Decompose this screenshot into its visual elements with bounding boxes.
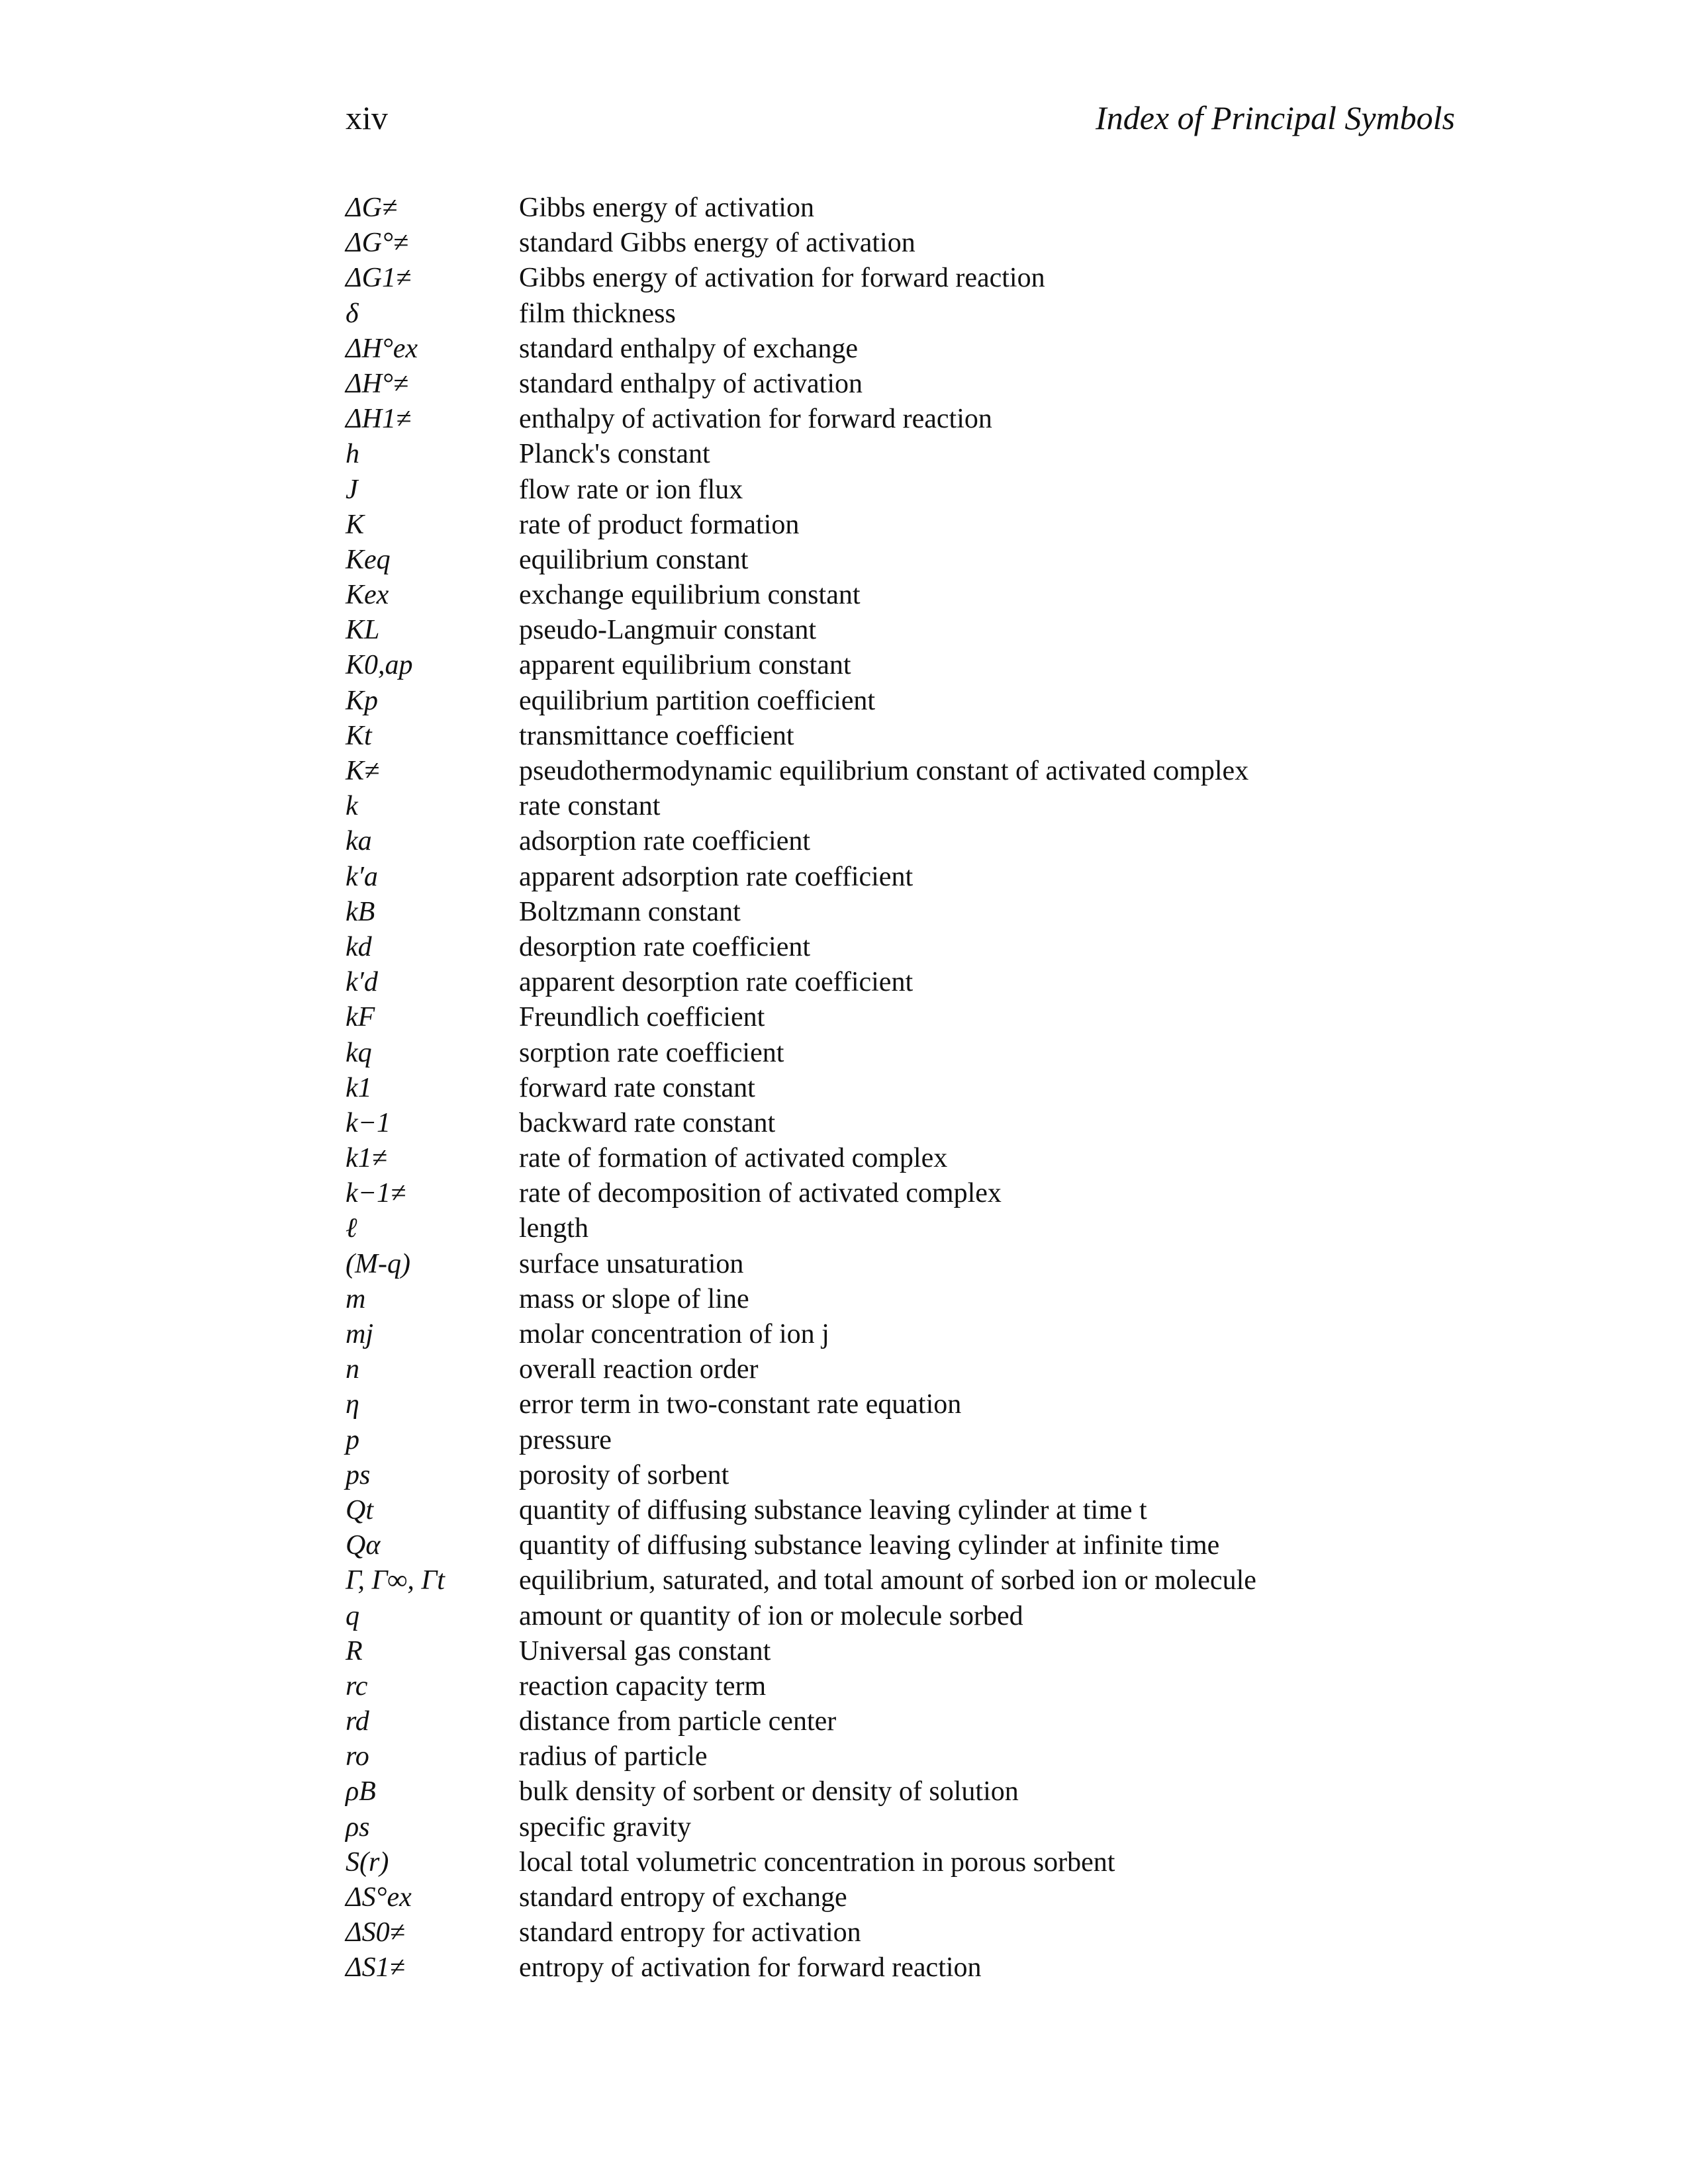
symbol-row xyxy=(346,437,1471,472)
symbol-description: pseudothermodynamic equilibrium constant of activated complex xyxy=(519,756,1249,786)
symbol-description: Freundlich coefficient xyxy=(519,1002,765,1033)
symbol-description: quantity of diffusing substance leaving cylinder at infinite time xyxy=(519,1530,1220,1561)
symbol-row xyxy=(346,1563,1471,1598)
symbol: R xyxy=(346,1635,363,1666)
symbol: KL xyxy=(346,615,380,646)
symbol-description: radius of particle xyxy=(519,1741,708,1772)
symbol: J xyxy=(346,474,358,505)
symbol: K≠ xyxy=(346,756,380,786)
symbol: kd xyxy=(346,931,372,962)
symbol-description: flow rate or ion flux xyxy=(519,474,743,505)
symbol-row xyxy=(346,1211,1471,1246)
symbol-row xyxy=(346,930,1471,965)
symbol-row xyxy=(346,332,1471,367)
symbol: ps xyxy=(346,1459,371,1490)
symbol-description: standard entropy of exchange xyxy=(519,1882,847,1913)
symbol-description: entropy of activation for forward reaction xyxy=(519,1952,982,1983)
symbol: S(r) xyxy=(346,1846,389,1878)
symbol-row xyxy=(346,1704,1471,1739)
symbol-row xyxy=(346,1880,1471,1915)
symbol-description: distance from particle center xyxy=(519,1706,837,1737)
symbol: ΔS1≠ xyxy=(346,1952,405,1983)
symbol-row xyxy=(346,754,1471,789)
symbol-list xyxy=(346,191,1471,1986)
symbol-description: enthalpy of activation for forward reaction xyxy=(519,404,992,435)
symbol-description: equilibrium partition coefficient xyxy=(519,685,876,716)
symbol-row xyxy=(346,296,1471,332)
symbol-row xyxy=(346,508,1471,543)
symbol: rd xyxy=(346,1706,369,1737)
symbol: q xyxy=(346,1600,359,1631)
symbol: Kt xyxy=(346,720,372,751)
symbol-description: bulk density of sorbent or density of solution xyxy=(519,1776,1019,1807)
symbol-description: local total volumetric concentration in porous sorbent xyxy=(519,1846,1115,1878)
symbol-row xyxy=(346,1176,1471,1211)
symbol-description: molar concentration of ion j xyxy=(519,1319,829,1349)
symbol-row xyxy=(346,1352,1471,1387)
symbol: (M-q) xyxy=(346,1248,410,1279)
symbol-description: specific gravity xyxy=(519,1811,692,1843)
symbol: kF xyxy=(346,1002,375,1033)
symbol: K0,ap xyxy=(346,650,413,681)
symbol-row xyxy=(346,1599,1471,1634)
symbol-description: equilibrium, saturated, and total amount of sorbed ion or molecule xyxy=(519,1565,1256,1596)
symbol-description: apparent equilibrium constant xyxy=(519,650,851,681)
symbol: kq xyxy=(346,1037,372,1068)
symbol-row xyxy=(346,191,1471,226)
symbol-row xyxy=(346,1282,1471,1317)
symbol-description: standard entropy for activation xyxy=(519,1917,861,1948)
symbol-description: apparent adsorption rate coefficient xyxy=(519,861,914,892)
symbol-row xyxy=(346,965,1471,1000)
symbol-row xyxy=(346,1106,1471,1141)
symbol-row xyxy=(346,1845,1471,1880)
symbol-description: rate constant xyxy=(519,791,661,822)
symbol: k′a xyxy=(346,861,378,892)
symbol: ΔG≠ xyxy=(346,193,398,223)
symbol-row xyxy=(346,473,1471,508)
symbol-row xyxy=(346,1669,1471,1704)
symbol: h xyxy=(346,439,359,470)
symbol-description: Universal gas constant xyxy=(519,1635,771,1666)
symbol-description: overall reaction order xyxy=(519,1354,759,1385)
symbol-description: transmittance coefficient xyxy=(519,720,794,751)
symbol: ΔG°≠ xyxy=(346,228,408,259)
symbol: k xyxy=(346,791,358,822)
page-number: xiv xyxy=(346,99,388,136)
symbol: ρB xyxy=(346,1776,376,1807)
symbol: ΔH°ex xyxy=(346,333,418,364)
symbol: δ xyxy=(346,298,359,329)
symbol-description: sorption rate coefficient xyxy=(519,1037,784,1068)
symbol-row xyxy=(346,1950,1471,1985)
symbol-row xyxy=(346,1036,1471,1071)
symbol: k−1≠ xyxy=(346,1178,406,1209)
symbol-row xyxy=(346,1423,1471,1458)
symbol: Kp xyxy=(346,685,379,716)
symbol-description: reaction capacity term xyxy=(519,1670,767,1702)
symbol: ΔS°ex xyxy=(346,1882,412,1913)
symbol-row xyxy=(346,1141,1471,1176)
symbol-description: pressure xyxy=(519,1424,612,1455)
symbol-row xyxy=(346,1739,1471,1774)
symbol: k1≠ xyxy=(346,1143,387,1174)
symbol-row xyxy=(346,226,1471,261)
symbol-description: length xyxy=(519,1213,588,1244)
symbol-description: exchange equilibrium constant xyxy=(519,580,861,611)
symbol: K xyxy=(346,509,365,540)
symbol: k′d xyxy=(346,967,378,998)
running-title: Index of Principal Symbols xyxy=(1096,99,1455,136)
symbol-description: quantity of diffusing substance leaving cylinder at time t xyxy=(519,1494,1147,1525)
symbol-row xyxy=(346,1810,1471,1845)
symbol-description: Planck's constant xyxy=(519,439,710,470)
symbol: k1 xyxy=(346,1072,372,1103)
symbol-description: film thickness xyxy=(519,298,676,329)
symbol-row xyxy=(346,1387,1471,1422)
symbol: ka xyxy=(346,826,372,857)
symbol-row xyxy=(346,1528,1471,1563)
symbol: Qt xyxy=(346,1494,373,1525)
symbol-row xyxy=(346,543,1471,578)
symbol-row xyxy=(346,1000,1471,1035)
symbol-description: Gibbs energy of activation xyxy=(519,193,814,223)
symbol: mj xyxy=(346,1319,373,1349)
symbol-row xyxy=(346,367,1471,402)
symbol-row xyxy=(346,1493,1471,1528)
symbol-description: pseudo-Langmuir constant xyxy=(519,615,817,646)
symbol-row xyxy=(346,1317,1471,1352)
symbol-description: standard Gibbs energy of activation xyxy=(519,228,915,259)
symbol: ρs xyxy=(346,1811,370,1843)
symbol: ΔG1≠ xyxy=(346,263,412,294)
symbol-description: porosity of sorbent xyxy=(519,1459,729,1490)
symbol-row xyxy=(346,789,1471,824)
symbol: Keq xyxy=(346,544,391,575)
symbol-row xyxy=(346,261,1471,296)
symbol: ro xyxy=(346,1741,369,1772)
symbol-description: Boltzmann constant xyxy=(519,896,741,927)
symbol-description: error term in two-constant rate equation xyxy=(519,1389,962,1420)
symbol-description: rate of product formation xyxy=(519,509,800,540)
symbol: ℓ xyxy=(346,1213,357,1244)
symbol: m xyxy=(346,1283,366,1314)
symbol-row xyxy=(346,895,1471,930)
symbol: Kex xyxy=(346,580,389,611)
symbol-row xyxy=(346,1247,1471,1282)
symbol-description: adsorption rate coefficient xyxy=(519,826,811,857)
symbol-row xyxy=(346,1634,1471,1669)
symbol-description: standard enthalpy of activation xyxy=(519,368,863,399)
symbol: ΔS0≠ xyxy=(346,1917,405,1948)
symbol: Qα xyxy=(346,1530,381,1561)
symbol-row xyxy=(346,684,1471,719)
symbol-row xyxy=(346,1458,1471,1493)
symbol-row xyxy=(346,719,1471,754)
symbol-description: backward rate constant xyxy=(519,1107,776,1138)
symbol: ΔH°≠ xyxy=(346,368,408,399)
symbol-description: rate of decomposition of activated complex xyxy=(519,1178,1002,1209)
symbol: Γ, Γ∞, Γt xyxy=(346,1565,445,1596)
symbol: p xyxy=(346,1424,359,1455)
symbol-description: mass or slope of line xyxy=(519,1283,749,1314)
symbol-description: rate of formation of activated complex xyxy=(519,1143,948,1174)
symbol-row xyxy=(346,1774,1471,1809)
symbol-description: amount or quantity of ion or molecule sorbed xyxy=(519,1600,1023,1631)
symbol: kB xyxy=(346,896,375,927)
symbol-description: standard enthalpy of exchange xyxy=(519,333,858,364)
symbol: η xyxy=(346,1389,359,1420)
symbol-description: desorption rate coefficient xyxy=(519,931,811,962)
symbol: ΔH1≠ xyxy=(346,404,412,435)
symbol-row xyxy=(346,578,1471,613)
symbol-description: surface unsaturation xyxy=(519,1248,744,1279)
symbol: n xyxy=(346,1354,359,1385)
symbol-row xyxy=(346,824,1471,859)
symbol: rc xyxy=(346,1670,368,1702)
symbol: k−1 xyxy=(346,1107,391,1138)
symbol-row xyxy=(346,860,1471,895)
symbol-description: Gibbs energy of activation for forward reaction xyxy=(519,263,1045,294)
symbol-row xyxy=(346,402,1471,437)
symbol-row xyxy=(346,648,1471,683)
symbol-description: equilibrium constant xyxy=(519,544,749,575)
symbol-description: apparent desorption rate coefficient xyxy=(519,967,914,998)
symbol-row xyxy=(346,1915,1471,1950)
symbol-row xyxy=(346,613,1471,648)
symbol-description: forward rate constant xyxy=(519,1072,755,1103)
symbol-row xyxy=(346,1071,1471,1106)
